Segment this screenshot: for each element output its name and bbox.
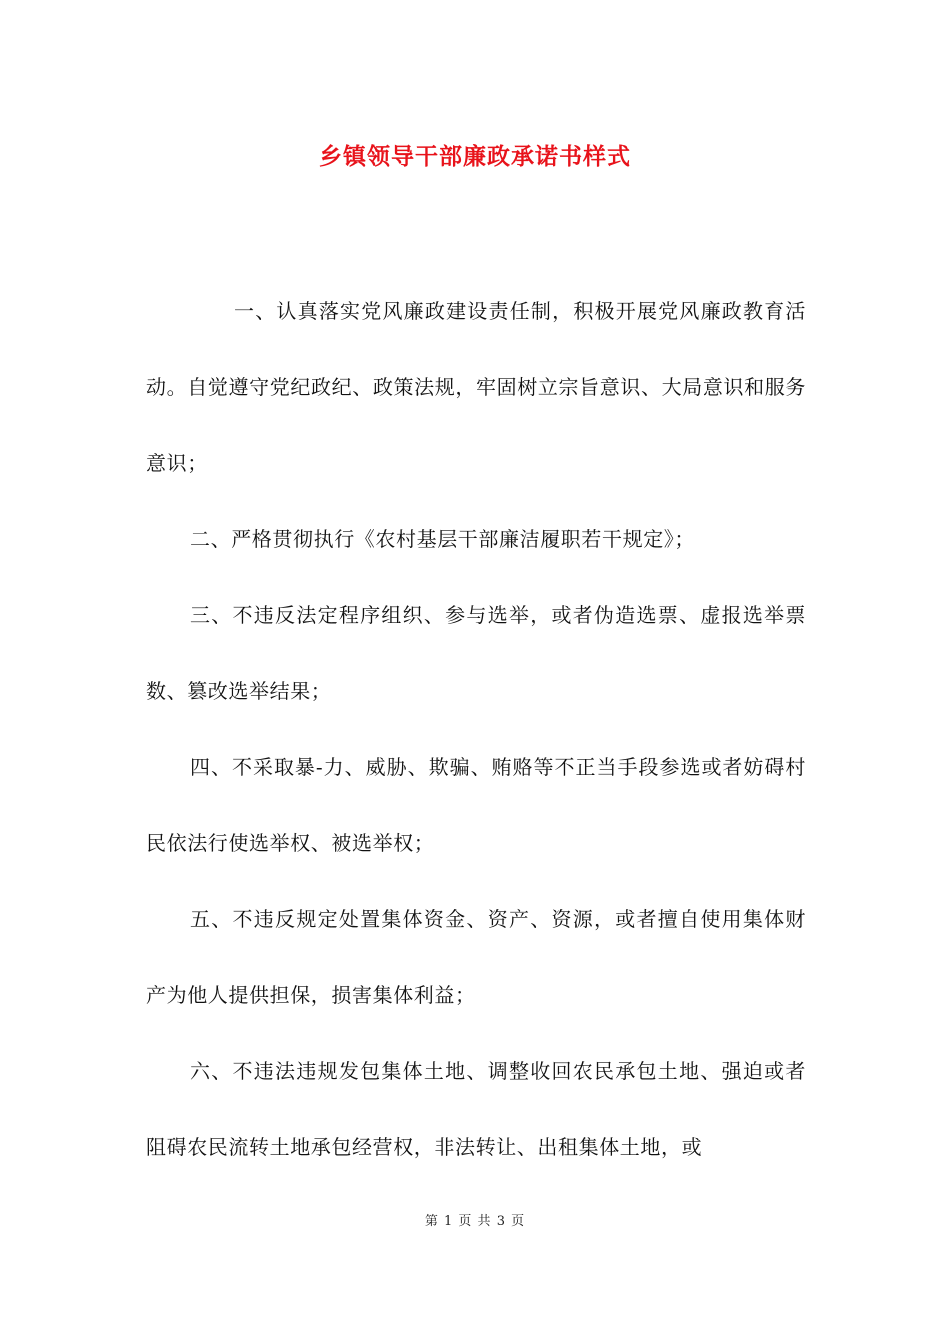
paragraph-3: 三、不违反法定程序组织、参与选举，或者伪造选票、虚报选举票数、篡改选举结果； [146, 603, 806, 703]
paragraph-6: 六、不违法违规发包集体土地、调整收回农民承包土地、强迫或者阻碍农民流转土地承包经营权，非法转让、出租集体土地，或 [146, 1059, 806, 1159]
paragraph-4: 四、不采取暴-力、威胁、欺骗、贿赂等不正当手段参选或者妨碍村民依法行使选举权、被选举权； [146, 755, 806, 855]
paragraph-5: 五、不违反规定处置集体资金、资产、资源，或者擅自使用集体财产为他人提供担保，损害集体利益； [146, 907, 806, 1007]
page-number-footer: 第 1 页 共 3 页 [424, 1214, 526, 1229]
document-title: 乡镇领导干部廉政承诺书样式 [319, 143, 631, 170]
paragraph-2: 二、严格贯彻执行《农村基层干部廉洁履职若干规定》； [190, 527, 695, 551]
paragraph-1: 一、认真落实党风廉政建设责任制，积极开展党风廉政教育活动。自觉遵守党纪政纪、政策法规，牢固树立宗旨意识、大局意识和服务意识； [146, 299, 806, 475]
document-body [146, 273, 806, 1185]
